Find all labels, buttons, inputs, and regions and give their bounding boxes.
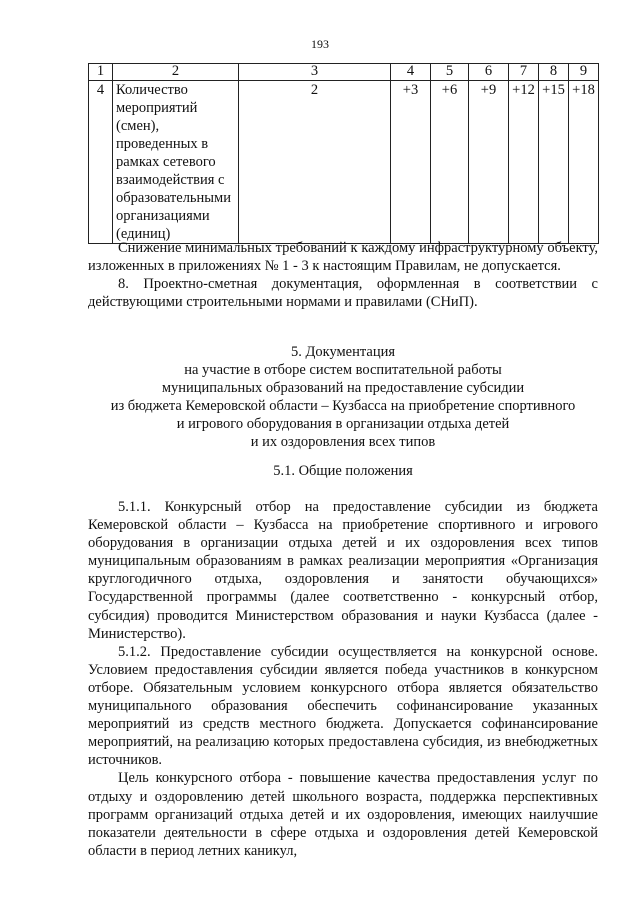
year-value: +9 [469,81,509,244]
indicator-table [88,63,599,244]
paragraph: Цель конкурсного отбора - повышение качества предоставления услуг по отдыху и оздоровлению детей школьного возраста, поддержка перспективных программ организаций отдыха детей и их оздоровления, имеющих наилучшие показатели деятельности в сфере отдыха и оздоровления детей Кемеровской области в период летних каникул, [88,770,598,859]
paragraph: Снижение минимальных требований к каждому инфраструктурному объекту, изложенных в приложениях № 1 - 3 к настоящим Правилам, не допускается. [88,240,598,275]
heading-line: муниципальных образований на предоставление субсидии [161,380,525,397]
paragraph: 5.1.2. Предоставление субсидии осуществляется на конкурсной основе. Условием предоставления субсидии является победа участников в конкурсном отборе. Обязательным условием конкурсного отбора является обязательство муниципального образования обеспечить софинансирование указанных мероприятий из средств местного бюджета. Допускается софинансирование мероприятий, на реализацию которых предоставлена субсидия, из внебюджетных источников. [88,643,598,769]
table-header-cell: 2 [113,64,239,81]
heading-line: и игрового оборудования в организации отдыха детей [176,416,510,433]
year-value: +6 [431,81,469,244]
heading-line: на участие в отборе систем воспитательной работы [184,362,502,379]
table-header-cell: 4 [391,64,431,81]
table-header-cell: 7 [509,64,539,81]
paragraph: 8. Проектно-сметная документация, оформленная в соответствии с действующими строительными нормами и правилами (СНиП). [88,276,598,311]
heading-line: из бюджета Кемеровской области – Кузбасса на приобретение спортивного [110,398,576,415]
year-value: +15 [539,81,569,244]
indicator-name: Количество мероприятий (смен), проведенных в рамках сетевого взаимодействия с образовательными организациями (единиц) [113,81,239,244]
year-value: +12 [509,81,539,244]
text-block-top [88,239,598,311]
base-value: 2 [239,81,391,244]
row-number: 4 [89,81,113,244]
subsection-title: 5.1. Общие положения [273,463,413,479]
heading-line: 5. Документация [290,344,396,360]
table-header-cell: 8 [539,64,569,81]
paragraph: 5.1.1. Конкурсный отбор на предоставление субсидии из бюджета Кемеровской области – Кузбасса на приобретение спортивного и игрового оборудования в организации отдыха детей и их оздоровления всех типов муниципальным образованиям в рамках реализации мероприятия «Организация круглогодичного отдыха, оздоровления и занятости обучающихся» Государственной программы (далее соответственно - конкурсный отбор, субсидия) проводится Министерством образования и науки Кузбасса (далее - Министерство). [88,499,598,642]
subsection-heading [88,462,598,480]
section-heading [88,343,598,452]
table-row [89,81,599,244]
year-value: +3 [391,81,431,244]
text-block-body [88,498,598,860]
table-header-cell: 5 [431,64,469,81]
table-header-cell: 9 [569,64,599,81]
table-header-cell: 3 [239,64,391,81]
heading-line: и их оздоровления всех типов [250,434,436,451]
table-header-cell: 1 [89,64,113,81]
year-value: +18 [569,81,599,244]
table-header-row [89,64,599,81]
table-header-cell: 6 [469,64,509,81]
page-number: 193 [311,37,329,51]
